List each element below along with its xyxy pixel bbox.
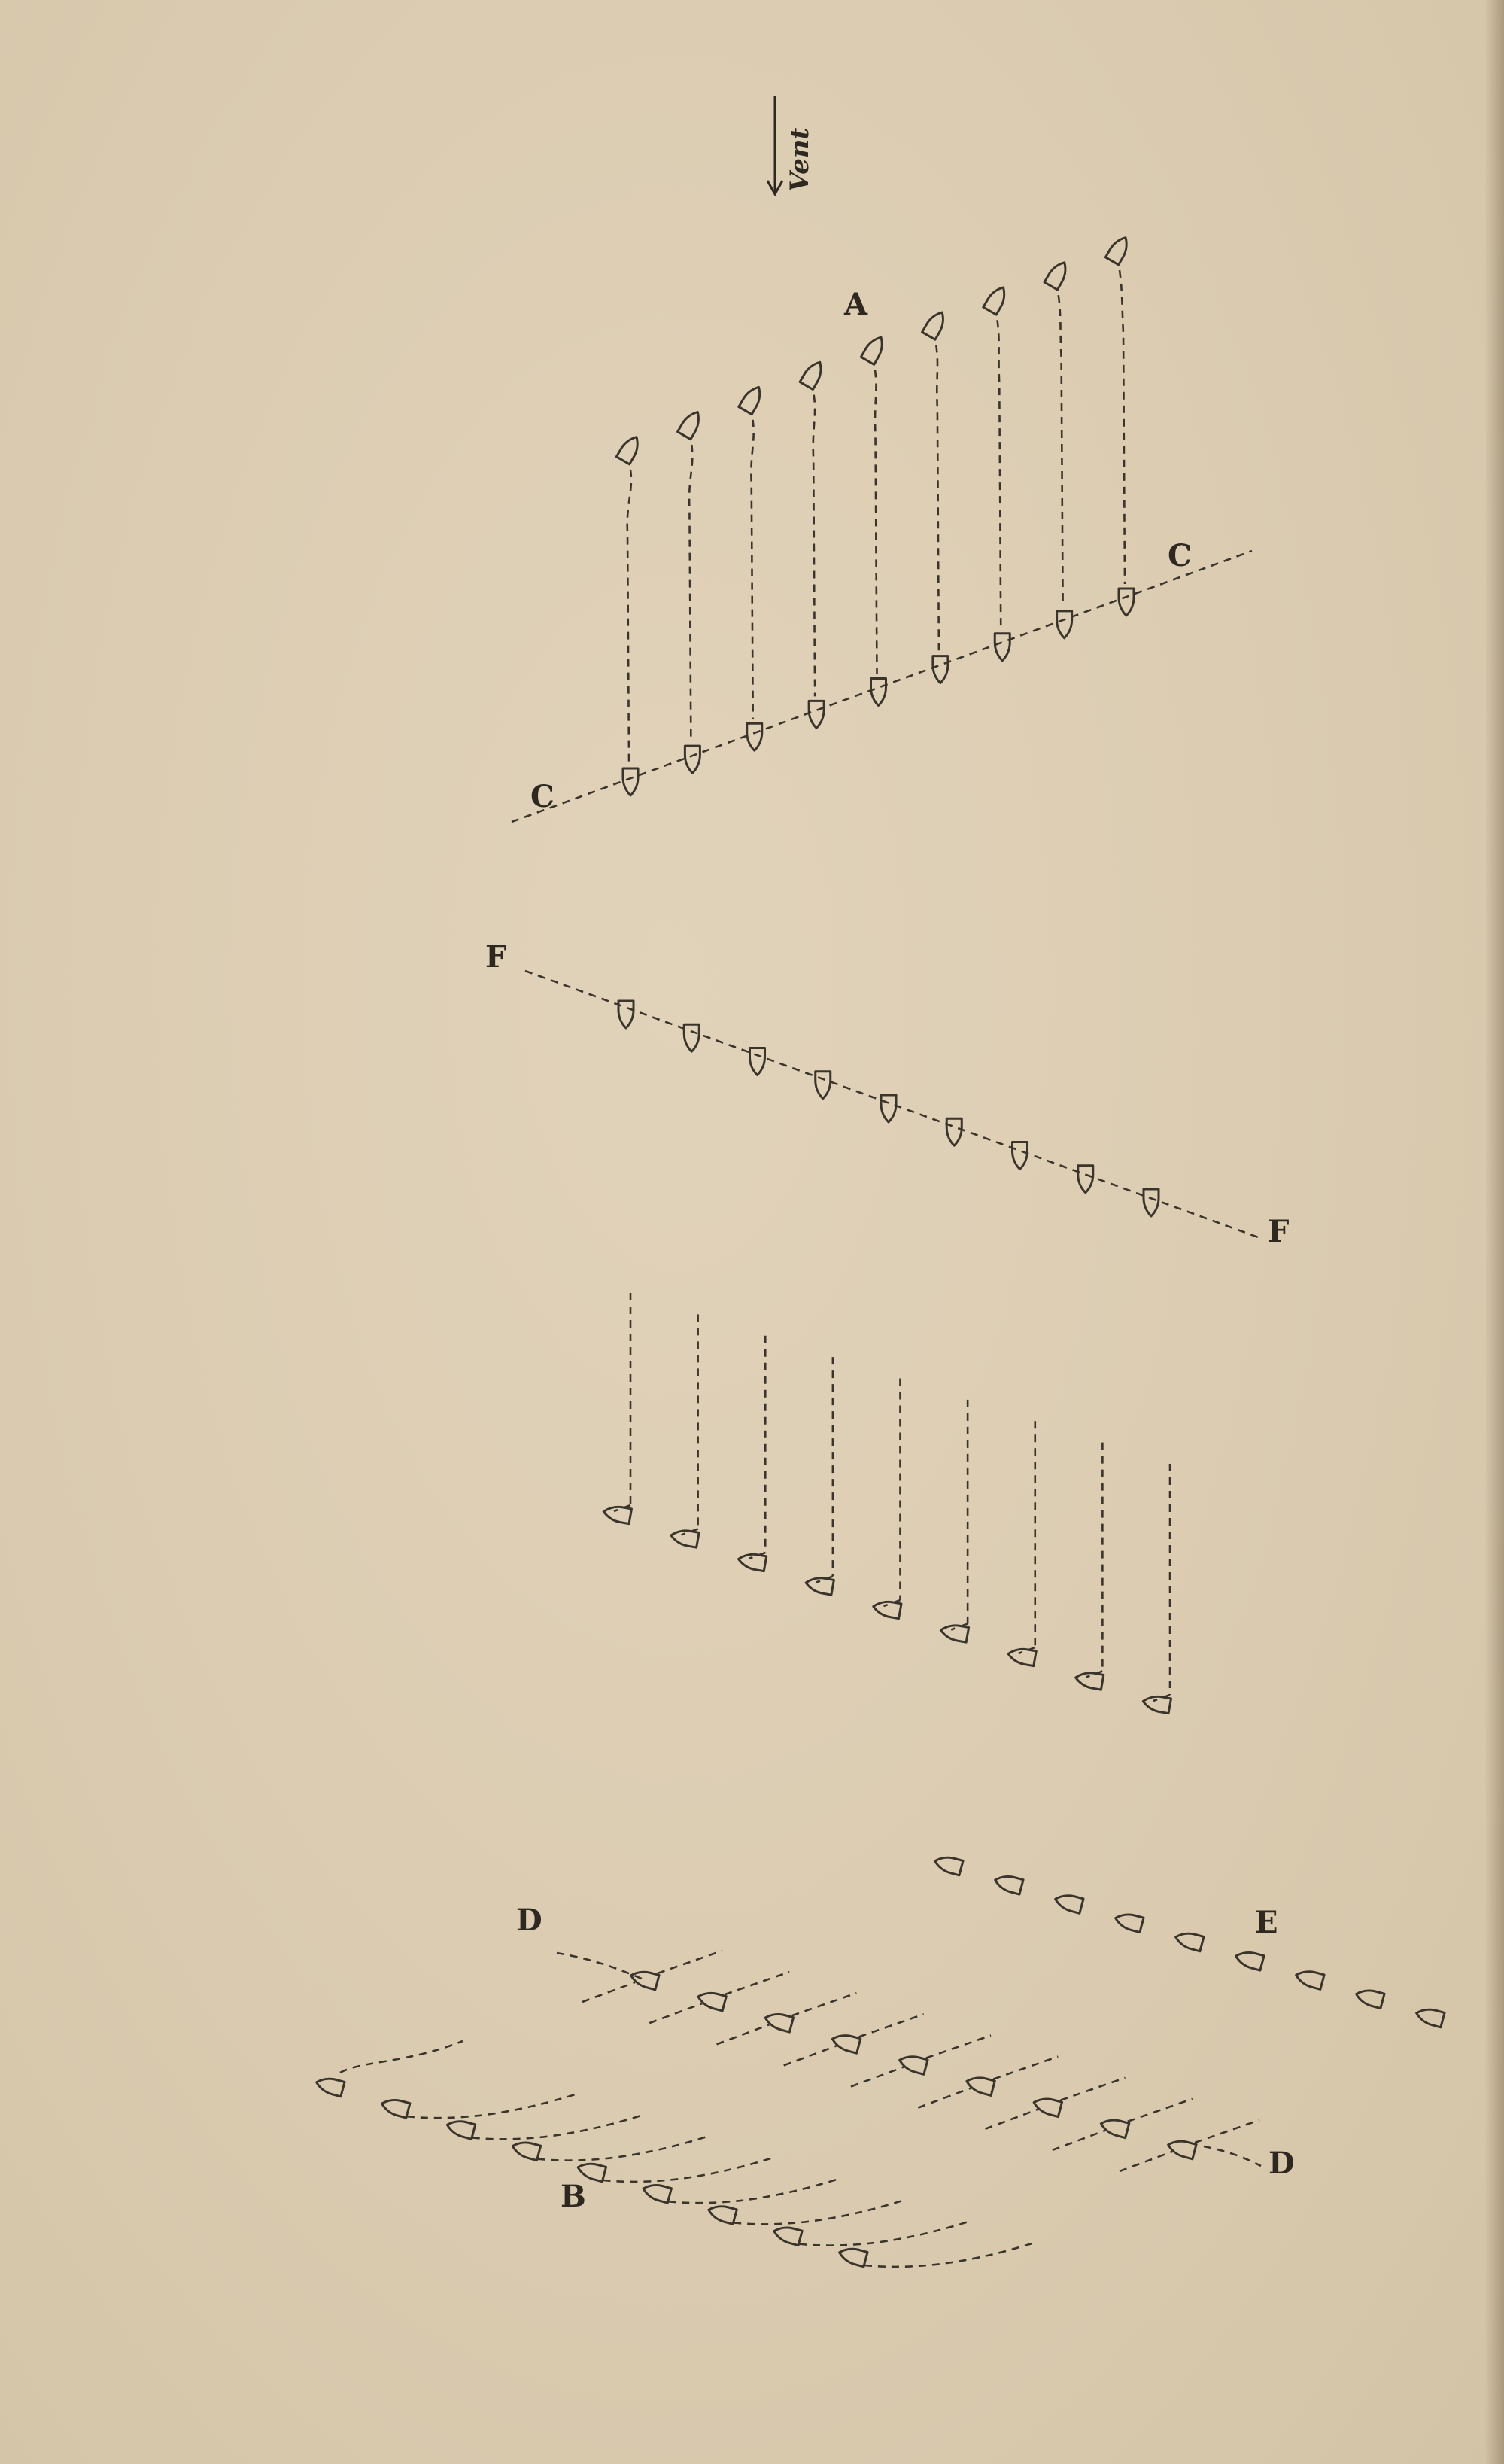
- line-dd-bow-track: [859, 2014, 924, 2037]
- top-starting-boat: [861, 333, 887, 364]
- top-boat-track: [689, 445, 692, 741]
- column-e-formation: [933, 1854, 1445, 2027]
- column-e-boat: [933, 1854, 963, 1875]
- line-dd-wake: [582, 1982, 635, 2002]
- line-dd-end: [1204, 2146, 1261, 2166]
- line-cc-boat: [995, 634, 1010, 661]
- line-dd-wake: [717, 2024, 770, 2044]
- label-b: B: [561, 2179, 586, 2214]
- line-dd-boat: [1166, 2137, 1196, 2159]
- line-b-wake: [340, 2041, 463, 2073]
- top-formation: [512, 234, 1252, 822]
- line-ff-formation: [525, 971, 1260, 1238]
- line-cc-boat: [623, 768, 638, 795]
- line-dd-start: [557, 1953, 647, 1981]
- top-boat-track: [627, 470, 631, 764]
- line-dd-wake: [1053, 2131, 1105, 2150]
- top-boat-track: [1120, 270, 1125, 584]
- line-b-wake: [538, 2137, 708, 2161]
- line-b-wake: [734, 2201, 904, 2225]
- label-c-left: C: [530, 779, 555, 814]
- line-ff-boat: [684, 1024, 699, 1051]
- line-ff-boat: [946, 1118, 962, 1145]
- top-boat-track: [936, 345, 939, 651]
- label-e: E: [1255, 1905, 1278, 1940]
- line-b-boat: [511, 2139, 541, 2161]
- line-dd-boat: [965, 2074, 995, 2096]
- line-dd-bow-track: [993, 2057, 1058, 2079]
- line-dd-boat: [1099, 2116, 1129, 2138]
- echelon-boat: [737, 1552, 767, 1571]
- echelon-boat: [1142, 1694, 1171, 1714]
- line-b-boat: [641, 2181, 671, 2203]
- top-starting-boat: [678, 409, 704, 440]
- top-starting-boat: [616, 433, 643, 464]
- echelon-boat: [670, 1528, 699, 1547]
- line-cc-boat: [1057, 611, 1072, 638]
- line-dd-boat: [696, 1989, 726, 2011]
- line-b-boat: [837, 2245, 867, 2267]
- top-boat-track: [813, 395, 815, 697]
- top-boat-track: [875, 370, 877, 674]
- line-cc-boat: [685, 746, 700, 773]
- line-dd-wake: [1120, 2152, 1172, 2171]
- echelon-boat: [940, 1623, 969, 1642]
- line-ff-boat: [1144, 1189, 1159, 1216]
- column-e-boat: [1053, 1892, 1083, 1914]
- line-dd-boat: [898, 2053, 928, 2075]
- top-starting-boat: [1105, 234, 1132, 265]
- top-boat-track: [1059, 295, 1063, 607]
- top-starting-boat: [1044, 259, 1071, 290]
- label-d-bottom: D: [1269, 2146, 1295, 2181]
- line-dd-bow-track: [1128, 2099, 1193, 2122]
- line-ff-boat: [881, 1095, 896, 1122]
- top-boat-track: [751, 420, 753, 719]
- echelon-boat: [872, 1599, 901, 1619]
- line-b-wake: [668, 2179, 838, 2203]
- line-dd-bow-track: [658, 1951, 722, 1973]
- line-dd-wake: [649, 2003, 702, 2023]
- line-dd-boat: [629, 1968, 659, 1990]
- line-b-boat: [772, 2224, 802, 2246]
- echelon-boat: [1007, 1647, 1036, 1666]
- line-b-wake: [864, 2243, 1035, 2267]
- line-ff-boat: [816, 1072, 831, 1099]
- line-b-boat: [706, 2203, 737, 2225]
- line-b-boat: [314, 2075, 345, 2097]
- echelon-boat: [603, 1504, 632, 1524]
- line-ff-boat: [1078, 1166, 1093, 1193]
- line-b-wake: [603, 2158, 773, 2182]
- line-dd-boat: [831, 2032, 861, 2054]
- line-dd-bow-track: [926, 2036, 991, 2058]
- column-e-boat: [1354, 1987, 1384, 2009]
- line-b-wake: [799, 2222, 969, 2246]
- line-b-wake: [472, 2116, 643, 2140]
- line-dd-bow-track: [725, 1972, 789, 1994]
- column-e-boat: [1114, 1911, 1144, 1933]
- line-dd-wake: [986, 2110, 1038, 2129]
- label-a: A: [844, 287, 868, 322]
- top-boat-track: [998, 320, 1001, 629]
- line-dd-boat: [1032, 2095, 1062, 2117]
- line-ff-boat: [1013, 1142, 1028, 1170]
- line-b-boat: [445, 2118, 476, 2140]
- bottom-formation: [314, 1951, 1261, 2267]
- label-c-right: C: [1168, 538, 1192, 573]
- label-f-right: F: [1268, 1214, 1290, 1249]
- line-cc-boat: [747, 723, 762, 750]
- top-starting-boat: [739, 383, 765, 414]
- column-e-boat: [1294, 1968, 1324, 1990]
- top-starting-boat: [983, 284, 1010, 315]
- line-dd-boat: [764, 2010, 794, 2032]
- column-e-boat: [993, 1872, 1023, 1894]
- top-starting-boat: [922, 309, 949, 339]
- column-e-boat: [1234, 1948, 1264, 1970]
- label-d-top: D: [516, 1903, 542, 1938]
- line-dd-wake: [784, 2046, 837, 2065]
- line-b-boat: [380, 2096, 410, 2118]
- line-cc-boat: [871, 679, 886, 706]
- column-e-boat: [1414, 2006, 1445, 2027]
- echelon-boat: [804, 1575, 834, 1595]
- label-f-left: F: [485, 939, 507, 975]
- line-dd-bow-track: [1195, 2120, 1259, 2143]
- echelon-boat: [1074, 1670, 1104, 1690]
- line-dd-bow-track: [1061, 2078, 1126, 2100]
- line-ff: [525, 971, 1260, 1238]
- wind-label: Vent: [785, 127, 815, 192]
- wind-indicator: [767, 96, 815, 194]
- line-b-wake: [407, 2094, 577, 2118]
- line-ff-boat: [750, 1048, 765, 1075]
- line-cc-boat: [933, 656, 948, 683]
- line-dd-wake: [918, 2088, 971, 2108]
- top-starting-boat: [800, 358, 826, 389]
- line-cc-boat: [809, 701, 824, 728]
- line-dd-bow-track: [792, 1993, 857, 2015]
- column-e-boat: [1174, 1930, 1204, 1951]
- descending-echelon-formation: [603, 1293, 1171, 1714]
- line-cc-boat: [1119, 589, 1134, 616]
- line-dd-wake: [851, 2067, 904, 2087]
